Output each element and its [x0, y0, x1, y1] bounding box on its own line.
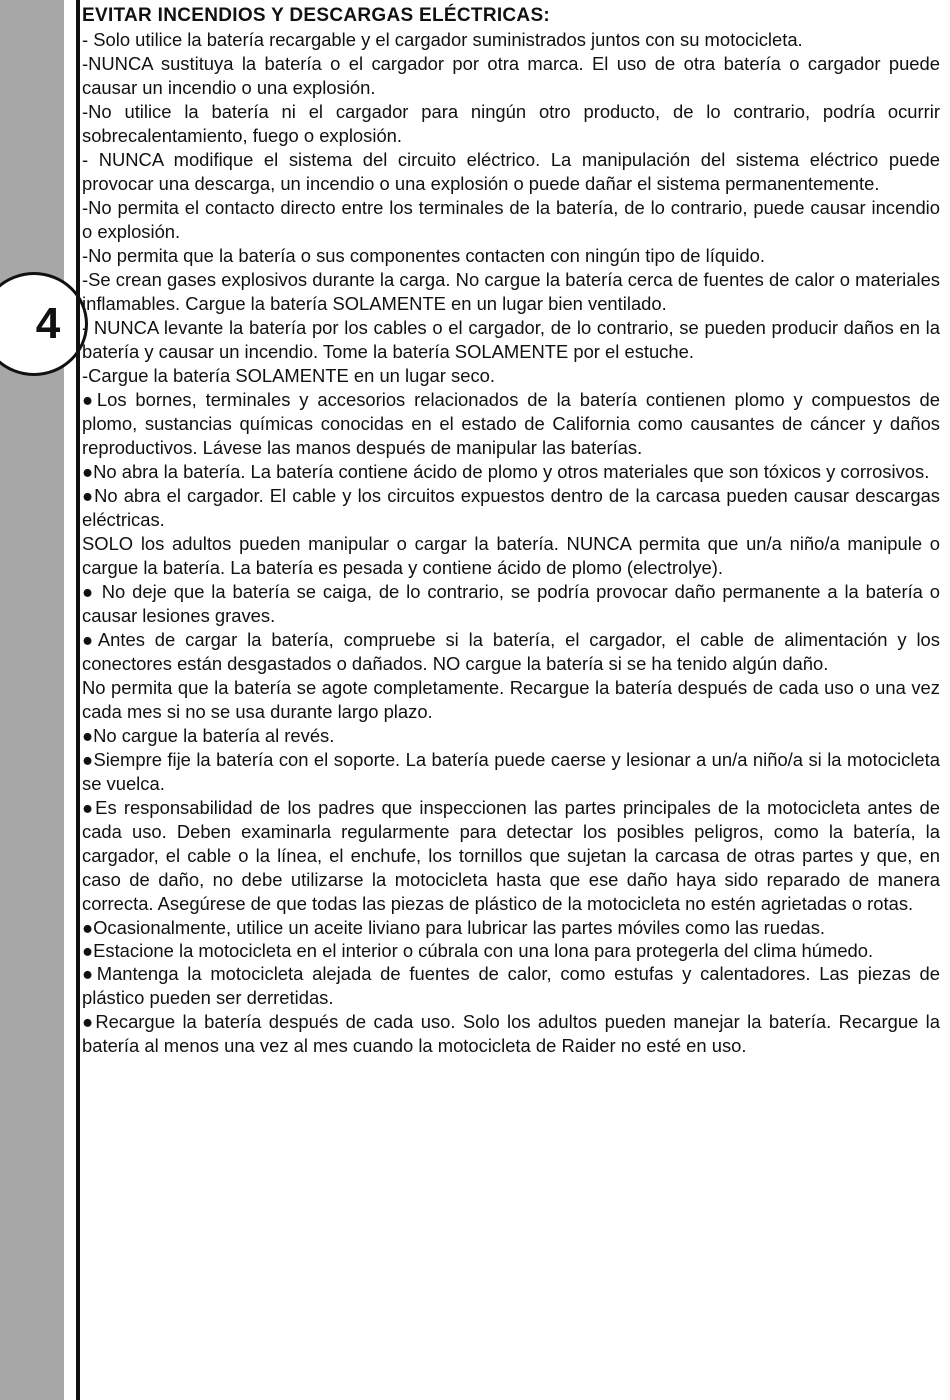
page-number: 4 — [35, 299, 61, 348]
paragraph-check-damage: ●Antes de cargar la batería, compruebe si la batería, el cargador, el cable de alimentación y los conectores están desgastados o dañados. NO cargue la batería si se ha tenido algún daño. — [82, 629, 940, 674]
paragraph-no-open-charger: ●No abra el cargador. El cable y los circuitos expuestos dentro de la carcasa pueden causar descargas eléctricas. — [82, 485, 940, 530]
section-heading: EVITAR INCENDIOS Y DESCARGAS ELÉCTRICAS: — [82, 5, 551, 26]
paragraph-parent-inspection: ●Es responsabilidad de los padres que inspeccionen las partes principales de la motocicleta antes de cada uso. Deben examinarla regularmente para detectar los posibles peligros, como la batería, la cargador, el cable o la línea, el enchufe, los tornillos que sujetan la carcasa de otras partes y que, en caso de daño, no debe utilizarse la motocicleta hasta que ese daño haya sido reparado de manera correcta. Asegúrese de que todas las piezas de plástico de la motocicleta no estén agrietadas o rotas. — [82, 797, 940, 914]
paragraph-no-drop: ● No deje que la batería se caiga, de lo contrario, se podría provocar daño permanente a la batería o causar lesiones graves. — [82, 581, 940, 626]
page-sidebar — [0, 0, 64, 1400]
paragraph-no-modify: - NUNCA modifique el sistema del circuito eléctrico. La manipulación del sistema eléctrico puede provocar una descarga, un incendio o una explosión o puede dañar el sistema permanentemente. — [82, 149, 940, 194]
paragraph-heat-sources: ●Mantenga la motocicleta alejada de fuentes de calor, como estufas y calentadores. Las piezas de plástico pueden ser derretidas. — [82, 963, 940, 1008]
document-body — [82, 4, 940, 1058]
paragraph-no-substitute: -NUNCA sustituya la batería o el cargador por otra marca. El uso de otra batería o cargador puede causar un incendio o una explosión. — [82, 53, 940, 98]
paragraph-lifting: - NUNCA levante la batería por los cables o el cargador, de lo contrario, se pueden producir daños en la batería y causar un incendio. Tome la batería SOLAMENTE por el estuche. — [82, 317, 940, 362]
paragraph-fix-battery: ●Siempre fije la batería con el soporte. La batería puede caerse y lesionar a un/a niño/a si la motocicleta se vuelca. — [82, 749, 940, 794]
paragraph-no-open-battery: ●No abra la batería. La batería contiene ácido de plomo y otros materiales que son tóxicos y corrosivos. — [82, 461, 930, 482]
paragraph-adults-only: SOLO los adultos pueden manipular o cargar la batería. NUNCA permita que un/a niño/a manipule o cargue la batería. La batería es pesada y contiene ácido de plomo (electrolye). — [82, 533, 940, 578]
paragraph-store-indoors: ●Estacione la motocicleta en el interior o cúbrala con una lona para protegerla del clima húmedo. — [82, 940, 874, 961]
sidebar-rule — [64, 0, 76, 1400]
paragraph-no-other-product: -No utilice la batería ni el cargador para ningún otro producto, de lo contrario, podría ocurrir sobrecalentamiento, fuego o explosión. — [82, 101, 940, 146]
paragraph-battery-only: - Solo utilice la batería recargable y el cargador suministrados juntos con su motocicleta. — [82, 29, 803, 50]
paragraph-not-upside-down: ●No cargue la batería al revés. — [82, 725, 335, 746]
paragraph-terminals: -No permita el contacto directo entre los terminales de la batería, de lo contrario, puede causar incendio o explosión. — [82, 197, 940, 242]
paragraph-explosive-gases: -Se crean gases explosivos durante la carga. No cargue la batería cerca de fuentes de calor o materiales inflamables. Cargue la batería SOLAMENTE en un lugar bien ventilado. — [82, 269, 940, 314]
paragraph-liquids: -No permita que la batería o sus componentes contacten con ningún tipo de líquido. — [82, 245, 765, 266]
paragraph-dry-place: -Cargue la batería SOLAMENTE en un lugar seco. — [82, 365, 495, 386]
paragraph-recharge: ●Recargue la batería después de cada uso. Solo los adultos pueden manejar la batería. Recargue la batería al menos una vez al mes cuando la motocicleta de Raider no esté en uso. — [82, 1011, 940, 1056]
paragraph-lead-warning: ●Los bornes, terminales y accesorios relacionados de la batería contienen plomo y compuestos de plomo, sustancias químicas conocidas en el estado de California como causantes de cáncer y daños reproductivos. Lávese las manos después de manipular las baterías. — [82, 389, 940, 458]
paragraph-no-drain: No permita que la batería se agote completamente. Recargue la batería después de cada uso o una vez cada mes si no se usa durante largo plazo. — [82, 677, 940, 722]
paragraph-lubricate: ●Ocasionalmente, utilice un aceite liviano para lubricar las partes móviles como las ruedas. — [82, 917, 825, 938]
content-border — [76, 0, 80, 1400]
